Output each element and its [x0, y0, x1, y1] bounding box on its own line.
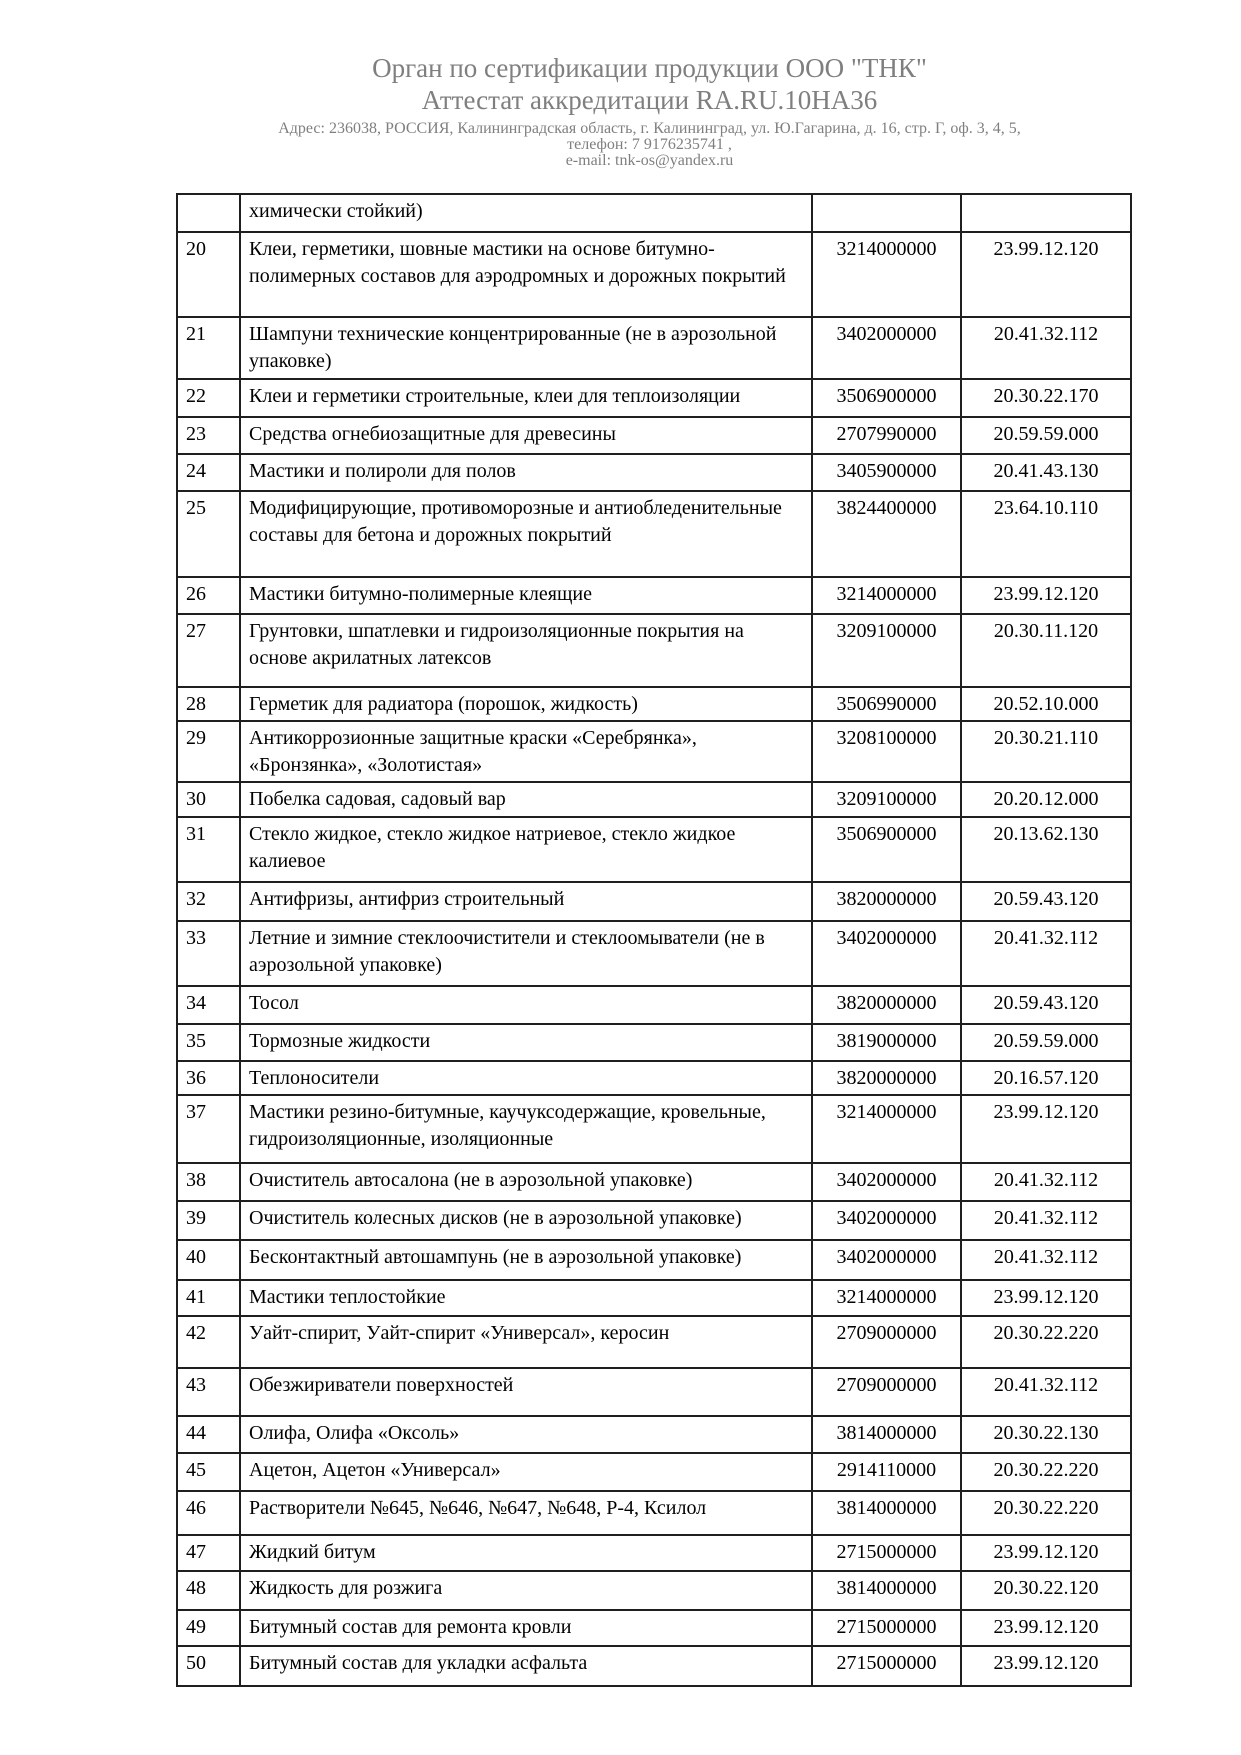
table-row — [177, 417, 1131, 454]
row-okpd-cell: 20.13.62.130 — [961, 817, 1131, 882]
row-description-cell: Антикоррозионные защитные краски «Серебрянка», «Бронзянка», «Золотистая» — [240, 721, 812, 782]
row-code-cell: 3209100000 — [812, 614, 961, 687]
row-number-cell: 46 — [177, 1491, 240, 1535]
row-number-cell: 42 — [177, 1316, 240, 1368]
table-row — [177, 232, 1131, 317]
table-row — [177, 782, 1131, 817]
table-row — [177, 817, 1131, 882]
row-description-cell: Растворители №645, №646, №647, №648, Р-4, Ксилол — [240, 1491, 812, 1535]
row-description-cell: Стекло жидкое, стекло жидкое натриевое, стекло жидкое калиевое — [240, 817, 812, 882]
row-okpd-cell: 20.30.11.120 — [961, 614, 1131, 687]
table-row — [177, 1416, 1131, 1453]
table-row — [177, 1240, 1131, 1280]
row-description-cell: Очиститель автосалона (не в аэрозольной упаковке) — [240, 1163, 812, 1201]
row-number-cell: 21 — [177, 317, 240, 379]
row-number-cell: 44 — [177, 1416, 240, 1453]
row-description-cell: Антифризы, антифриз строительный — [240, 882, 812, 921]
table-row — [177, 379, 1131, 417]
row-okpd-cell: 20.41.32.112 — [961, 1368, 1131, 1416]
row-code-cell: 3214000000 — [812, 577, 961, 614]
row-code-cell: 3824400000 — [812, 491, 961, 577]
row-code-cell: 3820000000 — [812, 882, 961, 921]
row-okpd-cell: 20.30.21.110 — [961, 721, 1131, 782]
row-number-cell: 31 — [177, 817, 240, 882]
phone-line: телефон: 7 9176235741 , — [567, 136, 732, 153]
row-okpd-cell: 20.59.43.120 — [961, 882, 1131, 921]
row-number-cell: 45 — [177, 1453, 240, 1491]
row-code-cell: 3814000000 — [812, 1571, 961, 1610]
row-number-cell: 27 — [177, 614, 240, 687]
table-row — [177, 1201, 1131, 1240]
org-name-line: Орган по сертификации продукции ООО "ТНК" — [372, 53, 927, 83]
row-number-cell: 36 — [177, 1061, 240, 1095]
row-description-cell: Грунтовки, шпатлевки и гидроизоляционные покрытия на основе акрилатных латексов — [240, 614, 812, 687]
table-row — [177, 1368, 1131, 1416]
row-code-cell: 3405900000 — [812, 454, 961, 491]
table-row — [177, 1535, 1131, 1571]
row-description-cell: Жидкость для розжига — [240, 1571, 812, 1610]
row-code-cell: 2707990000 — [812, 417, 961, 454]
row-description-cell: Мастики теплостойкие — [240, 1280, 812, 1316]
row-number-cell: 38 — [177, 1163, 240, 1201]
row-code-cell: 3506900000 — [812, 379, 961, 417]
row-number-cell: 35 — [177, 1024, 240, 1061]
table-row — [177, 721, 1131, 782]
row-code-cell: 3506900000 — [812, 817, 961, 882]
row-okpd-cell: 20.41.32.112 — [961, 1240, 1131, 1280]
row-okpd-cell: 20.52.10.000 — [961, 687, 1131, 721]
row-code-cell: 3820000000 — [812, 1061, 961, 1095]
row-description-cell: Олифа, Олифа «Оксоль» — [240, 1416, 812, 1453]
row-number-cell: 49 — [177, 1610, 240, 1646]
table-row — [177, 1610, 1131, 1646]
row-okpd-cell: 20.16.57.120 — [961, 1061, 1131, 1095]
row-description-cell: Клеи и герметики строительные, клеи для теплоизоляции — [240, 379, 812, 417]
row-okpd-cell: 20.41.32.112 — [961, 1201, 1131, 1240]
products-table — [176, 193, 1132, 1687]
row-code-cell — [812, 194, 961, 232]
row-code-cell: 3820000000 — [812, 986, 961, 1024]
row-okpd-cell: 23.99.12.120 — [961, 1095, 1131, 1163]
row-okpd-cell: 20.20.12.000 — [961, 782, 1131, 817]
table-row — [177, 194, 1131, 232]
row-description-cell: Герметик для радиатора (порошок, жидкость) — [240, 687, 812, 721]
row-description-cell: Обезжириватели поверхностей — [240, 1368, 812, 1416]
table-row — [177, 687, 1131, 721]
row-number-cell: 47 — [177, 1535, 240, 1571]
row-okpd-cell: 20.30.22.120 — [961, 1571, 1131, 1610]
row-code-cell: 2715000000 — [812, 1535, 961, 1571]
row-okpd-cell: 20.59.43.120 — [961, 986, 1131, 1024]
row-okpd-cell: 23.99.12.120 — [961, 232, 1131, 317]
row-code-cell: 3506990000 — [812, 687, 961, 721]
row-description-cell: Теплоносители — [240, 1061, 812, 1095]
row-okpd-cell: 20.59.59.000 — [961, 1024, 1131, 1061]
row-okpd-cell: 23.99.12.120 — [961, 577, 1131, 614]
row-number-cell: 22 — [177, 379, 240, 417]
table-row — [177, 1646, 1131, 1686]
row-okpd-cell: 23.99.12.120 — [961, 1280, 1131, 1316]
row-okpd-cell: 20.41.43.130 — [961, 454, 1131, 491]
table-row — [177, 882, 1131, 921]
row-description-cell: Бесконтактный автошампунь (не в аэрозольной упаковке) — [240, 1240, 812, 1280]
row-description-cell: Мастики битумно-полимерные клеящие — [240, 577, 812, 614]
table-row — [177, 1095, 1131, 1163]
row-okpd-cell: 20.41.32.112 — [961, 317, 1131, 379]
row-description-cell: Летние и зимние стеклоочистители и стеклоомыватели (не в аэрозольной упаковке) — [240, 921, 812, 986]
row-code-cell: 2709000000 — [812, 1316, 961, 1368]
row-description-cell: Тормозные жидкости — [240, 1024, 812, 1061]
row-number-cell: 41 — [177, 1280, 240, 1316]
row-description-cell: Битумный состав для ремонта кровли — [240, 1610, 812, 1646]
table-row — [177, 1163, 1131, 1201]
table-row — [177, 1061, 1131, 1095]
row-description-cell: Клеи, герметики, шовные мастики на основе битумно-полимерных составов для аэродромных и дорожных покрытий — [240, 232, 812, 317]
row-okpd-cell: 20.30.22.220 — [961, 1316, 1131, 1368]
row-number-cell: 29 — [177, 721, 240, 782]
table-row — [177, 491, 1131, 577]
row-description-cell: Очиститель колесных дисков (не в аэрозольной упаковке) — [240, 1201, 812, 1240]
products-table-body — [177, 194, 1131, 1686]
table-row — [177, 1491, 1131, 1535]
row-code-cell: 3402000000 — [812, 921, 961, 986]
row-okpd-cell: 20.41.32.112 — [961, 1163, 1131, 1201]
table-row — [177, 921, 1131, 986]
table-row — [177, 317, 1131, 379]
row-code-cell: 3402000000 — [812, 1163, 961, 1201]
row-number-cell: 34 — [177, 986, 240, 1024]
accreditation-line: Аттестат аккредитации RA.RU.10НА36 — [421, 85, 878, 115]
table-row — [177, 577, 1131, 614]
row-number-cell: 26 — [177, 577, 240, 614]
row-code-cell: 3214000000 — [812, 1095, 961, 1163]
row-code-cell: 3214000000 — [812, 1280, 961, 1316]
row-number-cell — [177, 194, 240, 232]
row-description-cell: Мастики резино-битумные, каучуксодержащие, кровельные, гидроизоляционные, изоляционные — [240, 1095, 812, 1163]
row-number-cell: 28 — [177, 687, 240, 721]
row-description-cell: Ацетон, Ацетон «Универсал» — [240, 1453, 812, 1491]
table-row — [177, 1280, 1131, 1316]
table-row — [177, 614, 1131, 687]
row-number-cell: 50 — [177, 1646, 240, 1686]
row-description-cell: Побелка садовая, садовый вар — [240, 782, 812, 817]
table-row — [177, 1453, 1131, 1491]
row-code-cell: 3214000000 — [812, 232, 961, 317]
row-description-cell: Тосол — [240, 986, 812, 1024]
row-number-cell: 24 — [177, 454, 240, 491]
row-okpd-cell: 23.99.12.120 — [961, 1646, 1131, 1686]
row-description-cell: Жидкий битум — [240, 1535, 812, 1571]
row-okpd-cell: 20.30.22.220 — [961, 1491, 1131, 1535]
row-code-cell: 2715000000 — [812, 1610, 961, 1646]
email-line: e-mail: tnk-os@yandex.ru — [565, 152, 734, 169]
row-number-cell: 37 — [177, 1095, 240, 1163]
row-number-cell: 33 — [177, 921, 240, 986]
row-okpd-cell: 20.59.59.000 — [961, 417, 1131, 454]
table-row — [177, 1571, 1131, 1610]
row-description-cell: Средства огнебиозащитные для древесины — [240, 417, 812, 454]
doc-header — [177, 52, 1122, 169]
row-code-cell: 2715000000 — [812, 1646, 961, 1686]
row-description-cell: Шампуни технические концентрированные (не в аэрозольной упаковке) — [240, 317, 812, 379]
row-okpd-cell: 20.41.32.112 — [961, 921, 1131, 986]
row-code-cell: 3402000000 — [812, 1201, 961, 1240]
row-number-cell: 40 — [177, 1240, 240, 1280]
row-okpd-cell: 20.30.22.220 — [961, 1453, 1131, 1491]
row-number-cell: 32 — [177, 882, 240, 921]
row-okpd-cell: 23.99.12.120 — [961, 1610, 1131, 1646]
row-code-cell: 3402000000 — [812, 1240, 961, 1280]
row-okpd-cell: 23.64.10.110 — [961, 491, 1131, 577]
row-description-cell: Мастики и полироли для полов — [240, 454, 812, 491]
row-number-cell: 23 — [177, 417, 240, 454]
row-number-cell: 48 — [177, 1571, 240, 1610]
row-code-cell: 3402000000 — [812, 317, 961, 379]
row-description-cell: Модифицирующие, противоморозные и антиобледенительные составы для бетона и дорожных покрытий — [240, 491, 812, 577]
row-code-cell: 2709000000 — [812, 1368, 961, 1416]
row-code-cell: 3208100000 — [812, 721, 961, 782]
row-description-cell: Битумный состав для укладки асфальта — [240, 1646, 812, 1686]
row-okpd-cell: 23.99.12.120 — [961, 1535, 1131, 1571]
table-row — [177, 1316, 1131, 1368]
row-code-cell: 3814000000 — [812, 1491, 961, 1535]
row-okpd-cell — [961, 194, 1131, 232]
table-row — [177, 1024, 1131, 1061]
row-okpd-cell: 20.30.22.170 — [961, 379, 1131, 417]
row-number-cell: 39 — [177, 1201, 240, 1240]
row-okpd-cell: 20.30.22.130 — [961, 1416, 1131, 1453]
row-code-cell: 3819000000 — [812, 1024, 961, 1061]
row-code-cell: 2914110000 — [812, 1453, 961, 1491]
address-line: Адрес: 236038, РОССИЯ, Калининградская область, г. Калининград, ул. Ю.Гагарина, д. 16, стр. Г, оф. 3, 4, 5, — [278, 120, 1021, 137]
row-code-cell: 3814000000 — [812, 1416, 961, 1453]
row-code-cell: 3209100000 — [812, 782, 961, 817]
row-number-cell: 30 — [177, 782, 240, 817]
row-number-cell: 43 — [177, 1368, 240, 1416]
table-row — [177, 986, 1131, 1024]
row-description-cell: химически стойкий) — [240, 194, 812, 232]
row-description-cell: Уайт-спирит, Уайт-спирит «Универсал», керосин — [240, 1316, 812, 1368]
row-number-cell: 20 — [177, 232, 240, 317]
row-number-cell: 25 — [177, 491, 240, 577]
table-row — [177, 454, 1131, 491]
